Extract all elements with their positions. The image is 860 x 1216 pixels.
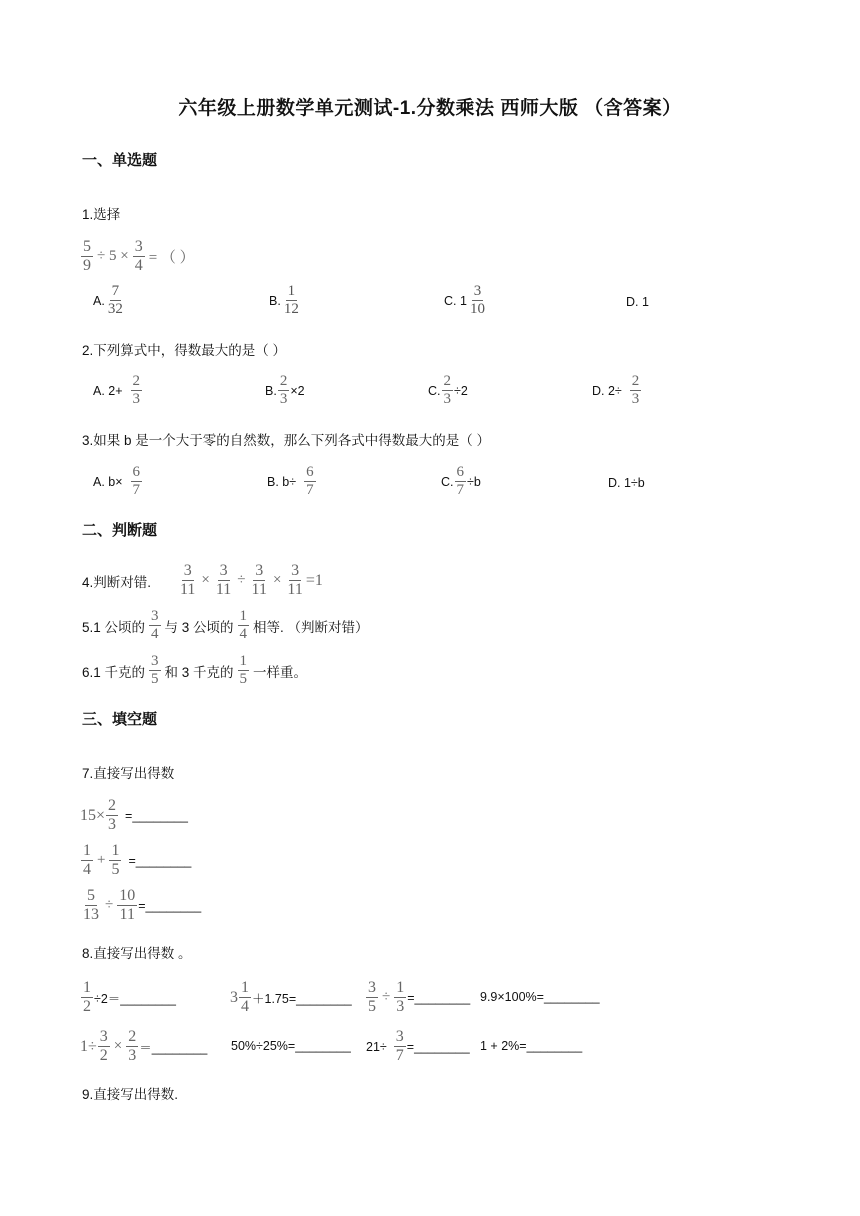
- fraction-numerator: 1: [239, 653, 248, 669]
- fraction-denominator: 32: [107, 301, 123, 317]
- question-1-label: 1.选择: [82, 207, 121, 222]
- question-8-label: 8.直接写出得数 。: [82, 946, 192, 961]
- fraction-numerator: 1: [111, 842, 120, 859]
- fraction-numerator: 3: [395, 1028, 404, 1045]
- q7-expression-2: [80, 843, 191, 878]
- q3-option-a[interactable]: [93, 465, 143, 498]
- fraction-numerator: 3: [473, 283, 482, 299]
- q3-option-b[interactable]: [267, 465, 317, 498]
- fraction-numerator: 3: [291, 562, 300, 579]
- fraction-denominator: 5: [151, 671, 159, 687]
- option-prefix: C.: [428, 383, 441, 398]
- q3-option-d[interactable]: D. 1÷b: [608, 476, 645, 490]
- question-9-label: 9.直接写出得数.: [82, 1087, 179, 1102]
- fraction-numerator: 7: [111, 283, 120, 299]
- option-prefix: A.: [93, 293, 105, 308]
- q8-row-2-b[interactable]: 50%÷25%=________: [231, 1039, 351, 1053]
- question-2-label: 2.下列算式中，得数最大的是（ ）: [82, 343, 287, 358]
- option-prefix: C.: [441, 474, 454, 489]
- fraction-denominator: 2: [99, 1047, 108, 1064]
- q1-option-a[interactable]: [93, 284, 126, 317]
- question-6-text: 6.1 千克的: [82, 664, 146, 680]
- answer-blank[interactable]: =________: [407, 990, 471, 1005]
- expression-prefix: 21÷: [366, 1039, 387, 1054]
- fraction-numerator: 3: [255, 562, 264, 579]
- question-3-label: 3.如果 b 是一个大于零的自然数，那么下列各式中得数最大的是（ ）: [82, 433, 491, 448]
- fraction-numerator: 2: [631, 373, 640, 389]
- expression-tail: = （ ）: [148, 250, 195, 266]
- operator: ÷: [105, 897, 114, 913]
- operator: ×: [272, 572, 282, 588]
- question-5-text: 相等. （判断对错）: [253, 619, 369, 635]
- fraction-denominator: 3: [396, 998, 405, 1015]
- q8-row-1-c: [365, 980, 470, 1015]
- question-5-text: 5.1 公顷的: [82, 619, 146, 635]
- fraction-denominator: 7: [306, 482, 314, 498]
- answer-blank[interactable]: ＝________: [139, 1040, 208, 1055]
- fraction-denominator: 3: [631, 391, 640, 407]
- question-5-text: 与 3 公顷的: [164, 619, 234, 635]
- fraction-denominator: 11: [119, 906, 135, 923]
- fraction-numerator: 2: [128, 1028, 137, 1045]
- operator: ÷: [382, 989, 391, 1005]
- fraction-denominator: 3: [132, 391, 141, 407]
- fraction-numerator: 3: [183, 562, 192, 579]
- option-prefix: D. 2÷: [592, 383, 622, 398]
- q8-row-1-b: [230, 980, 352, 1015]
- question-6-text: 一样重。: [253, 664, 308, 680]
- section-heading-fill-blank: 三、填空题: [82, 711, 158, 728]
- q8-row-2-c: [366, 1029, 470, 1064]
- operator: +: [97, 852, 106, 868]
- option-prefix: A. 2+: [93, 383, 123, 398]
- question-4-label: 4.判断对错.: [82, 574, 152, 590]
- fraction-denominator: 3: [108, 816, 117, 833]
- fraction-denominator: 11: [180, 581, 196, 598]
- option-prefix: B.: [265, 383, 277, 398]
- q2-option-a[interactable]: [93, 374, 143, 407]
- fraction-numerator: 3: [99, 1028, 108, 1045]
- q8-row-1-a: [80, 980, 176, 1015]
- q8-row-2-a: [80, 1029, 207, 1064]
- expression-prefix: 1÷: [80, 1037, 97, 1055]
- q8-row-2-d[interactable]: 1 + 2%=________: [480, 1039, 583, 1053]
- question-5: [82, 609, 369, 642]
- fraction-numerator: 5: [87, 887, 95, 904]
- fraction-numerator: 2: [443, 373, 451, 389]
- fraction-numerator: 3: [151, 653, 159, 669]
- q1-option-c[interactable]: [444, 284, 488, 317]
- mixed-number-whole: 3: [230, 988, 238, 1006]
- fraction-denominator: 3: [443, 391, 451, 407]
- section-heading-true-false: 二、判断题: [82, 522, 158, 539]
- option-prefix: C. 1: [444, 293, 467, 308]
- answer-blank[interactable]: ÷2＝________: [94, 991, 176, 1006]
- fraction-numerator: 2: [108, 797, 117, 814]
- option-prefix: B.: [269, 293, 281, 308]
- fraction-denominator: 7: [456, 482, 464, 498]
- answer-blank[interactable]: =________: [125, 808, 188, 823]
- fraction-numerator: 1: [396, 979, 405, 996]
- operator: ×: [201, 572, 210, 588]
- option-suffix: ÷2: [454, 383, 468, 398]
- fraction-denominator: 4: [241, 998, 249, 1015]
- option-suffix: ×2: [290, 383, 305, 398]
- option-prefix: A. b×: [93, 474, 123, 489]
- fraction-denominator: 7: [132, 482, 141, 498]
- fraction-denominator: 10: [469, 301, 485, 317]
- operator: ÷ 5 ×: [97, 248, 129, 264]
- fraction-denominator: 2: [83, 998, 91, 1015]
- option-suffix: ÷b: [467, 474, 481, 489]
- q2-option-d[interactable]: [592, 374, 642, 407]
- answer-blank[interactable]: =________: [128, 853, 192, 868]
- q8-row-1-d[interactable]: 9.9×100%=________: [480, 990, 600, 1004]
- question-6: [82, 654, 307, 687]
- fraction-numerator: 10: [119, 887, 136, 904]
- fraction-denominator: 4: [239, 626, 248, 642]
- fraction-denominator: 13: [83, 906, 99, 923]
- q1-option-b[interactable]: [269, 284, 302, 317]
- answer-blank[interactable]: =________: [406, 1039, 470, 1054]
- fraction-numerator: 3: [134, 238, 143, 255]
- fraction-denominator: 5: [111, 861, 120, 878]
- question-1-expression: [80, 239, 198, 274]
- fraction-numerator: 2: [132, 373, 141, 389]
- question-7-label: 7.直接写出得数: [82, 766, 175, 781]
- fraction-numerator: 5: [83, 238, 91, 255]
- answer-blank[interactable]: ＋1.75=________: [252, 991, 352, 1006]
- fraction-denominator: 11: [287, 581, 303, 598]
- q2-option-c[interactable]: [428, 374, 468, 407]
- q7-expression-3: [80, 888, 201, 923]
- fraction-denominator: 3: [279, 391, 288, 407]
- fraction-denominator: 5: [368, 998, 376, 1015]
- fraction-denominator: 4: [151, 626, 159, 642]
- fraction-numerator: 1: [83, 842, 91, 859]
- option-prefix: B. b÷: [267, 474, 297, 489]
- q7-expression-1: [80, 798, 188, 833]
- operator: ÷: [237, 572, 246, 588]
- fraction-numerator: 2: [279, 373, 288, 389]
- fraction-numerator: 1: [83, 979, 91, 996]
- section-heading-single-choice: 一、单选题: [82, 152, 158, 169]
- q1-option-d[interactable]: D. 1: [626, 295, 649, 309]
- fraction-denominator: 7: [395, 1047, 404, 1064]
- fraction-numerator: 1: [287, 283, 296, 299]
- fraction-numerator: 3: [219, 562, 228, 579]
- fraction-denominator: 9: [83, 257, 91, 274]
- answer-blank[interactable]: =________: [138, 898, 202, 913]
- expression-result: =1: [305, 571, 323, 589]
- fraction-denominator: 5: [239, 671, 248, 687]
- fraction-denominator: 4: [83, 861, 91, 878]
- q2-option-b[interactable]: [265, 374, 305, 407]
- fraction-numerator: 6: [132, 464, 141, 480]
- fraction-numerator: 3: [368, 979, 376, 996]
- question-6-text: 和 3 千克的: [164, 664, 234, 680]
- fraction-numerator: 1: [239, 608, 248, 624]
- page-title: 六年级上册数学单元测试-1.分数乘法 西师大版 （含答案）: [178, 98, 682, 119]
- q3-option-c[interactable]: [441, 465, 481, 498]
- fraction-denominator: 4: [134, 257, 143, 274]
- fraction-numerator: 6: [456, 464, 464, 480]
- question-4: [82, 563, 323, 598]
- fraction-denominator: 3: [128, 1047, 137, 1064]
- fraction-denominator: 11: [251, 581, 267, 598]
- fraction-denominator: 11: [215, 581, 232, 598]
- fraction-numerator: 1: [241, 979, 249, 996]
- fraction-numerator: 6: [306, 464, 314, 480]
- fraction-denominator: 12: [283, 301, 299, 317]
- expression-prefix: 15×: [80, 806, 106, 824]
- operator: ×: [113, 1038, 123, 1054]
- fraction-numerator: 3: [151, 608, 159, 624]
